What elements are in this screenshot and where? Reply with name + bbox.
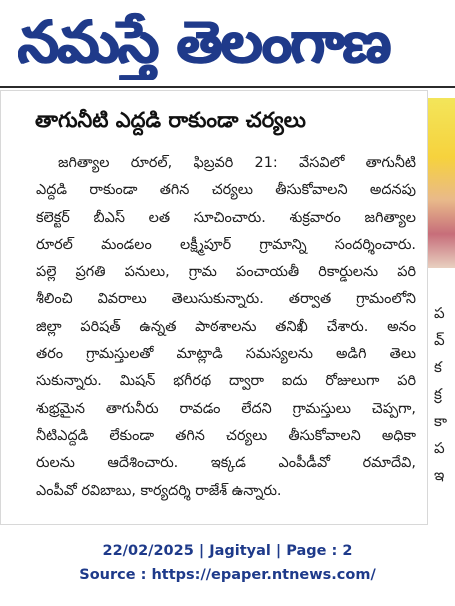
- adjacent-char: ప: [434, 439, 445, 457]
- article-line: ఎంపీవో రవిబాబు, కార్యదర్శి రాజేశ్ ఉన్నారు.: [36, 482, 282, 499]
- adjacent-char: క: [434, 358, 442, 376]
- article-line: జగిత్యాల రూరల్, ఫిబ్రవరి 21: వేసవిలో తాగునీటి: [58, 155, 416, 171]
- source-footer: [0, 539, 455, 587]
- date-edition-page: 22/02/2025 | Jagityal | Page : 2: [102, 543, 353, 559]
- adjacent-char: ఇ: [434, 466, 445, 484]
- masthead-logo: నమస్తే తెలంగాణ: [18, 8, 390, 76]
- article-line: సుకున్నారు. మిషన్ భగీరథ ద్వారా ఐదు రోజులుగా పరి: [36, 373, 416, 390]
- article-line: జిల్లా పరిషత్ ఉన్నత పాఠశాలను తనిఖీ చేశారు. అనం: [36, 318, 416, 335]
- article-line: కలెక్టర్ బీఎస్ లత సూచించారు. శుక్రవారం జగిత్యాల: [36, 209, 416, 226]
- article-line: తరం గ్రామస్తులతో మాట్లాడి సమస్యలను అడిగి తెలు: [36, 346, 416, 363]
- masthead-rule: [0, 86, 455, 88]
- article-line: ఎద్దడి రాకుండా తగిన చర్యలు తీసుకోవాలని అదనపు: [36, 182, 416, 199]
- adjacent-column-fragment: [434, 300, 455, 540]
- adjacent-char: క్ర: [434, 385, 442, 403]
- article-line: పల్లె ప్రగతి పనులు, గ్రామ పంచాయతీ రికార్డులను పరి: [36, 264, 416, 281]
- adjacent-char: ప: [434, 304, 445, 322]
- article-headline: తాగునీటి ఎద్దడి రాకుండా చర్యలు: [35, 108, 306, 132]
- article-line: రూరల్ మండలం లక్ష్మీపూర్ గ్రామాన్ని సందర్శించారు.: [36, 236, 416, 253]
- masthead: [0, 0, 430, 88]
- source-link[interactable]: Source : https://epaper.ntnews.com/: [79, 567, 376, 583]
- article-line: నీటిఎద్దడి లేకుండా తగిన చర్యలు తీసుకోవాలని అధికా: [36, 427, 416, 444]
- article-line: శీలించి వివరాలు తెలుసుకున్నారు. తర్వాత గ్రామంలోని: [36, 291, 416, 308]
- article-body: [36, 150, 416, 505]
- article-line: శుభ్రమైన తాగునీరు రావడం లేదని గ్రామస్తులు చెప్పగా,: [36, 400, 416, 417]
- adjacent-char: వ్: [434, 331, 445, 349]
- article-line: రులను ఆదేశించారు. ఇక్కడ ఎంపీడీవో రమాదేవి,: [36, 455, 416, 472]
- adjacent-char: కా: [434, 412, 448, 430]
- adjacent-photo-fragment: [428, 98, 455, 268]
